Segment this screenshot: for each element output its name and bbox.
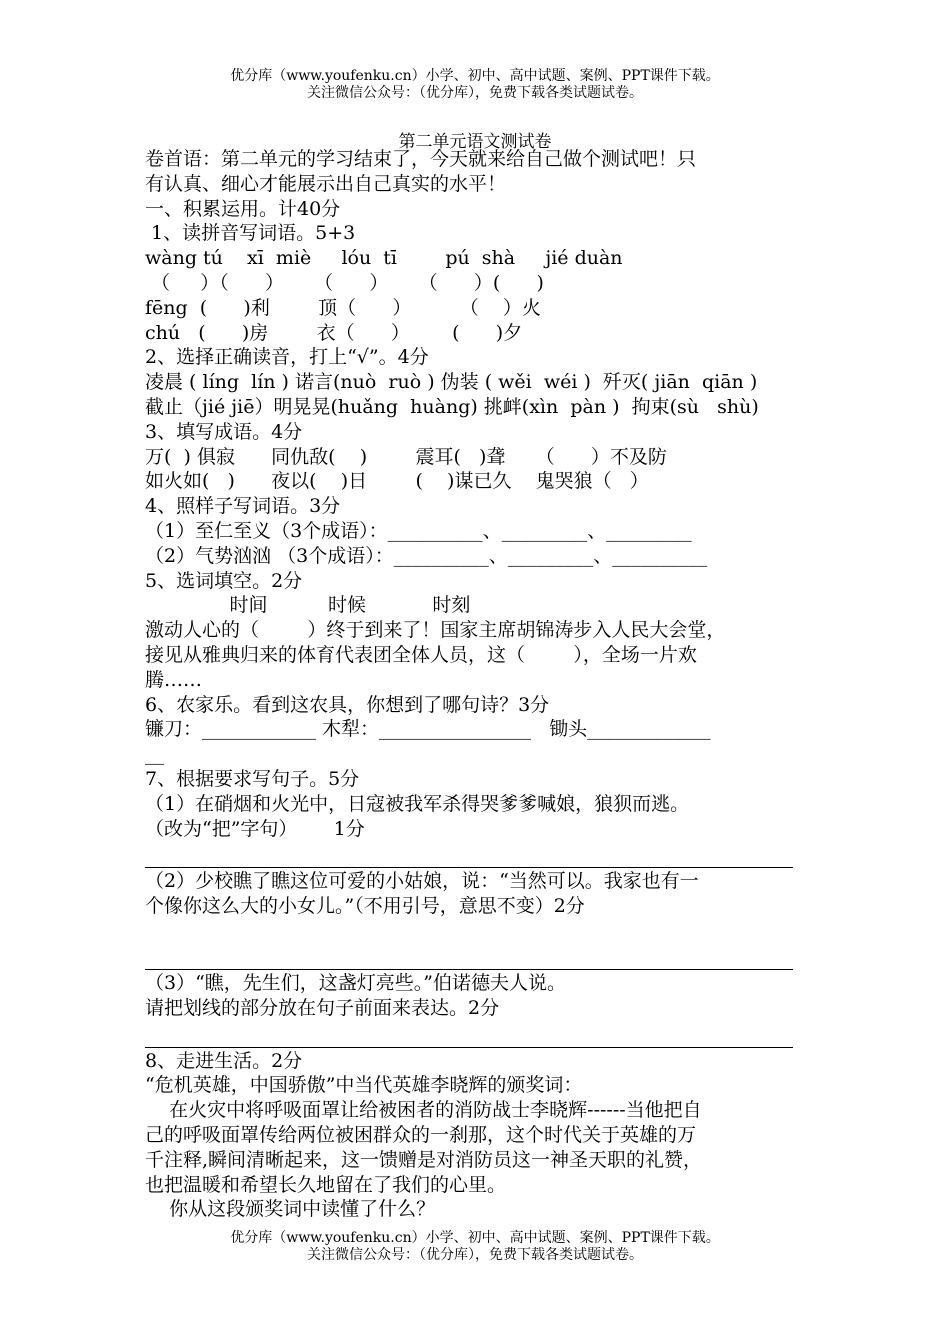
q6-row-wrap: __ — [145, 743, 164, 766]
q7-3-text: （3）“瞧，先生们，这盏灯亮些。”伯诺德夫人说。 — [145, 972, 567, 995]
intro-line-2: 有认真、细心才能展示出自己真实的水平！ — [145, 172, 507, 195]
q4-item-2: （2）气势汹汹 （3个成语）：__________、_________、__________ — [145, 544, 708, 567]
q5-options: 时间 时候 时刻 — [145, 594, 471, 617]
q5-text-1: 激动人心的（ ）终于到来了！国家主席胡锦涛步入人民大会堂， — [145, 619, 726, 642]
q8-para-1: 在火灾中将呼吸面罩让给被困者的消防战士李晓辉------当他把自 — [145, 1099, 702, 1122]
q5-text-3: 腾…… — [145, 668, 203, 691]
q1-heading: 1、读拼音写词语。5+3 — [145, 222, 356, 245]
footer-line-1: 优分库（www.youfenku.cn）小学、初中、高中试题、案例、PPT课件下载。 — [230, 1230, 720, 1246]
q7-heading: 7、根据要求写句子。5分 — [145, 767, 360, 790]
header-line-2: 关注微信公众号：（优分库），免费下载各类试题试卷。 — [307, 85, 643, 101]
q7-2-answer-line — [145, 968, 793, 970]
q8-para-3: 千注释,瞬间清晰起来，这一馈赠是对消防员这一神圣天职的礼赞， — [145, 1148, 703, 1171]
q8-question: 你从这段颁奖词中读懂了什么？ — [145, 1198, 436, 1221]
q7-3-answer-line — [145, 1046, 793, 1048]
page-title: 第二单元语文测试卷 — [398, 132, 552, 152]
section-1-heading: 一、积累运用。计40分 — [145, 197, 341, 220]
q1-pinyin: wàng tú xī miè lóu tī pú shà jié duàn — [145, 247, 623, 270]
exam-content — [145, 147, 815, 1222]
q7-3-answer-space — [145, 1021, 815, 1046]
q2-row-1: 凌晨 ( líng lín ) 诺言(nuò ruò ) 伪装 ( wěi wéi ) 歼灭( jiān qiān ) — [145, 371, 758, 394]
q1-row-3: chú ( )房 衣（ ） ( )夕 — [145, 321, 523, 344]
q5-text-2: 接见从雅典归来的体育代表团全体人员，这（ ），全场一片欢 — [145, 643, 697, 666]
q7-2-answer-space-2 — [145, 944, 815, 969]
q7-2-text-1: （2）少校瞧了瞧这位可爱的小姑娘，说：“当然可以。我家也有一 — [145, 870, 699, 893]
q7-1-answer-space — [145, 841, 815, 866]
q6-heading: 6、农家乐。看到这农具，你想到了哪句诗？3分 — [145, 693, 550, 716]
intro-line-1: 卷首语：第二单元的学习结束了，今天就来给自己做个测试吧！只 — [145, 148, 697, 170]
q4-item-1: （1）至仁至义（3个成语）：__________、_________、_________ — [145, 519, 692, 542]
q7-1-answer-line — [145, 866, 793, 868]
q8-para-2: 己的呼吸面罩传给两位被困群众的一刹那，这个时代关于英雄的万 — [145, 1124, 697, 1147]
q2-row-2: 截止（jié jiē）明晃晃(huǎng huàng) 挑衅(xìn pàn ) 拘束(sù shù) — [145, 395, 759, 418]
q3-heading: 3、填写成语。4分 — [145, 420, 303, 443]
footer-line-2: 关注微信公众号：（优分库），免费下载各类试题试卷。 — [307, 1247, 643, 1263]
q3-row-1: 万( ) 俱寂 同仇敌( ) 震耳( )聋 （ ）不及防 — [145, 445, 667, 468]
q7-1-instruction: （改为“把”字句） 1分 — [145, 817, 365, 840]
page-footer — [0, 1230, 950, 1264]
q7-2-answer-space-1 — [145, 919, 815, 944]
q6-row: 镰刀：____________ 木犁：________________ 锄头_____________ — [145, 718, 711, 741]
q5-heading: 5、选词填空。2分 — [145, 569, 303, 592]
q8-para-4: 也把温暖和希望长久地留在了我们的心里。 — [145, 1173, 507, 1196]
page-header — [0, 68, 950, 102]
q3-row-2: 如火如( ) 夜以( )日 ( )谋已久 鬼哭狼（ ） — [145, 470, 649, 493]
q1-blanks: （ ）（ ） （ ） （ ）( ) — [145, 271, 544, 294]
q1-row-2: fēng ( )利 顶（ ） （ ）火 — [145, 296, 541, 319]
q7-1-text: （1）在硝烟和火光中，日寇被我军杀得哭爹爹喊娘，狼狈而逃。 — [145, 792, 690, 815]
q2-heading: 2、选择正确读音，打上“√”。4分 — [145, 346, 429, 369]
header-line-1: 优分库（www.youfenku.cn）小学、初中、高中试题、案例、PPT课件下载。 — [230, 68, 720, 84]
q8-intro: “危机英雄，中国骄傲”中当代英雄李晓辉的颁奖词： — [145, 1074, 583, 1097]
q7-3-instruction: 请把划线的部分放在句子前面来表达。2分 — [145, 997, 500, 1020]
q7-2-text-2: 个像你这么大的小女儿。”（不用引号，意思不变）2分 — [145, 894, 585, 917]
q4-heading: 4、照样子写词语。3分 — [145, 495, 341, 518]
q8-heading: 8、走进生活。2分 — [145, 1049, 303, 1072]
